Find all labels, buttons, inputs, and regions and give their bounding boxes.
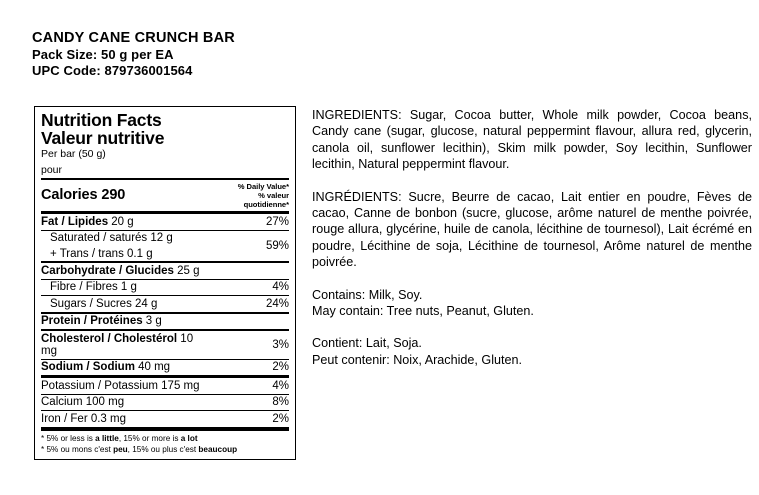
protein-dv: [211, 313, 289, 330]
table-row-saturated: [41, 230, 289, 246]
cholesterol-label: [41, 330, 211, 359]
nutrition-facts-panel: [34, 106, 296, 460]
footnote-fr-mid: , 15% ou plus c'est: [127, 444, 199, 454]
ingredients-fr: INGRÉDIENTS: Sucre, Beurre de cacao, Lait entier en poudre, Fèves de cacao, Canne de bonbon (sucre, glucose, arôme naturel de menthe poivrée, rouge allura, glycérine, huile de canola, lécithine de tournesol), Lait écrémé en poudre, Lécithine de soja, Lécithine de tournesol, Arôme naturel de menthe poivrée.: [312, 189, 752, 270]
may-contain-fr: Peut contenir: Noix, Arachide, Gluten.: [312, 352, 523, 367]
sodium-dv: 2%: [211, 359, 289, 376]
daily-value-footnote: [41, 427, 289, 455]
carbohydrate-amount: 25 g: [173, 264, 200, 277]
table-row-carbohydrate: [41, 262, 289, 279]
table-row-calcium: [41, 394, 289, 410]
contains-fr: Contient: Lait, Soja.: [312, 336, 422, 351]
cholesterol-amount: 10 mg: [41, 332, 194, 357]
serving-size-fr: pour: [41, 163, 63, 176]
cholesterol-name: Cholesterol / Cholestérol: [41, 332, 178, 345]
ingredients-spacer-1: [312, 173, 752, 189]
table-row-sodium: [41, 359, 289, 376]
calcium-dv: 8%: [211, 394, 289, 410]
table-row-sugars: [41, 296, 289, 313]
sodium-label: [41, 359, 211, 376]
carbohydrate-dv: [211, 262, 289, 279]
table-row-fibre: [41, 279, 289, 295]
table-row-potassium: [41, 377, 289, 394]
trans-label: + Trans / trans 0.1 g: [50, 247, 153, 260]
footnote-fr: [41, 444, 289, 455]
nutrition-facts-title-fr: Valeur nutritive: [41, 128, 165, 148]
ingredients-section: [312, 107, 752, 368]
daily-value-header-en: % Daily Value*: [237, 181, 289, 191]
table-row-calories: [41, 179, 289, 213]
table-row-cholesterol: [41, 330, 289, 359]
nutrition-facts-title-en: Nutrition Facts: [41, 110, 162, 130]
calcium-label: Calcium 100 mg: [41, 394, 211, 410]
protein-name: Protein / Protéines: [41, 315, 143, 328]
ingredients-en: INGREDIENTS: Sugar, Cocoa butter, Whole milk powder, Cocoa beans, Candy cane (sugar, glucose, natural peppermint flavour, allura red, glycerin, canola oil, sunflower lecithin), Skim milk powder, Soy lecithin, Sunflower lecithin, Natural peppermint flavour.: [312, 108, 752, 172]
footnote-en-bold-lot: a lot: [180, 433, 198, 443]
daily-value-header: [211, 179, 289, 213]
carbohydrate-label: [41, 262, 211, 279]
iron-dv: 2%: [211, 411, 289, 427]
saturated-trans-dv: 59%: [211, 230, 289, 262]
cholesterol-dv: 3%: [211, 330, 289, 359]
nutrition-table: [41, 178, 289, 427]
product-upc-code: UPC Code: 879736001564: [32, 63, 193, 78]
footnote-en-mid: , 15% or more is: [118, 433, 181, 443]
footnote-fr-pre: * 5% ou mons c'est: [41, 444, 114, 454]
sugars-dv: 24%: [211, 296, 289, 313]
ingredients-spacer-2: [312, 271, 752, 287]
iron-label: Iron / Fer 0.3 mg: [41, 411, 211, 427]
fibre-label: Fibre / Fibres 1 g: [41, 279, 211, 295]
fat-dv: 27%: [211, 213, 289, 230]
sodium-name: Sodium / Sodium: [41, 361, 135, 374]
protein-amount: 3 g: [142, 315, 162, 328]
footnote-fr-bold-beaucoup: beaucoup: [198, 444, 238, 454]
potassium-label: Potassium / Potassium 175 mg: [41, 377, 211, 394]
protein-label: [41, 313, 211, 330]
product-pack-size: Pack Size: 50 g per EA: [32, 46, 174, 62]
product-header: [32, 30, 235, 80]
daily-value-header-fr: % valeur quotidienne*: [243, 190, 289, 210]
footnote-fr-bold-peu: peu: [113, 444, 128, 454]
potassium-dv: 4%: [211, 377, 289, 394]
fat-label: [41, 213, 211, 230]
table-row-fat: [41, 213, 289, 230]
sugars-label: Sugars / Sucres 24 g: [41, 296, 211, 313]
carbohydrate-name: Carbohydrate / Glucides: [41, 264, 174, 277]
fat-name: Fat / Lipides: [41, 215, 109, 228]
product-title: CANDY CANE CRUNCH BAR: [32, 30, 235, 46]
serving-size-en: Per bar (50 g): [41, 148, 106, 160]
footnote-en-bold-little: a little: [95, 433, 119, 443]
table-row-protein: [41, 313, 289, 330]
table-row-iron: [41, 411, 289, 427]
fat-amount: 20 g: [108, 215, 134, 228]
may-contain-en: May contain: Tree nuts, Peanut, Gluten.: [312, 304, 534, 319]
footnote-en: [41, 433, 289, 444]
fibre-dv: 4%: [211, 279, 289, 295]
calories-label: Calories 290: [41, 179, 211, 213]
footnote-en-pre: * 5% or less is: [41, 433, 96, 443]
contains-en: Contains: Milk, Soy.: [312, 287, 423, 302]
sodium-amount: 40 mg: [134, 361, 171, 374]
ingredients-spacer-3: [312, 319, 752, 335]
saturated-label: Saturated / saturés 12 g: [41, 230, 211, 246]
